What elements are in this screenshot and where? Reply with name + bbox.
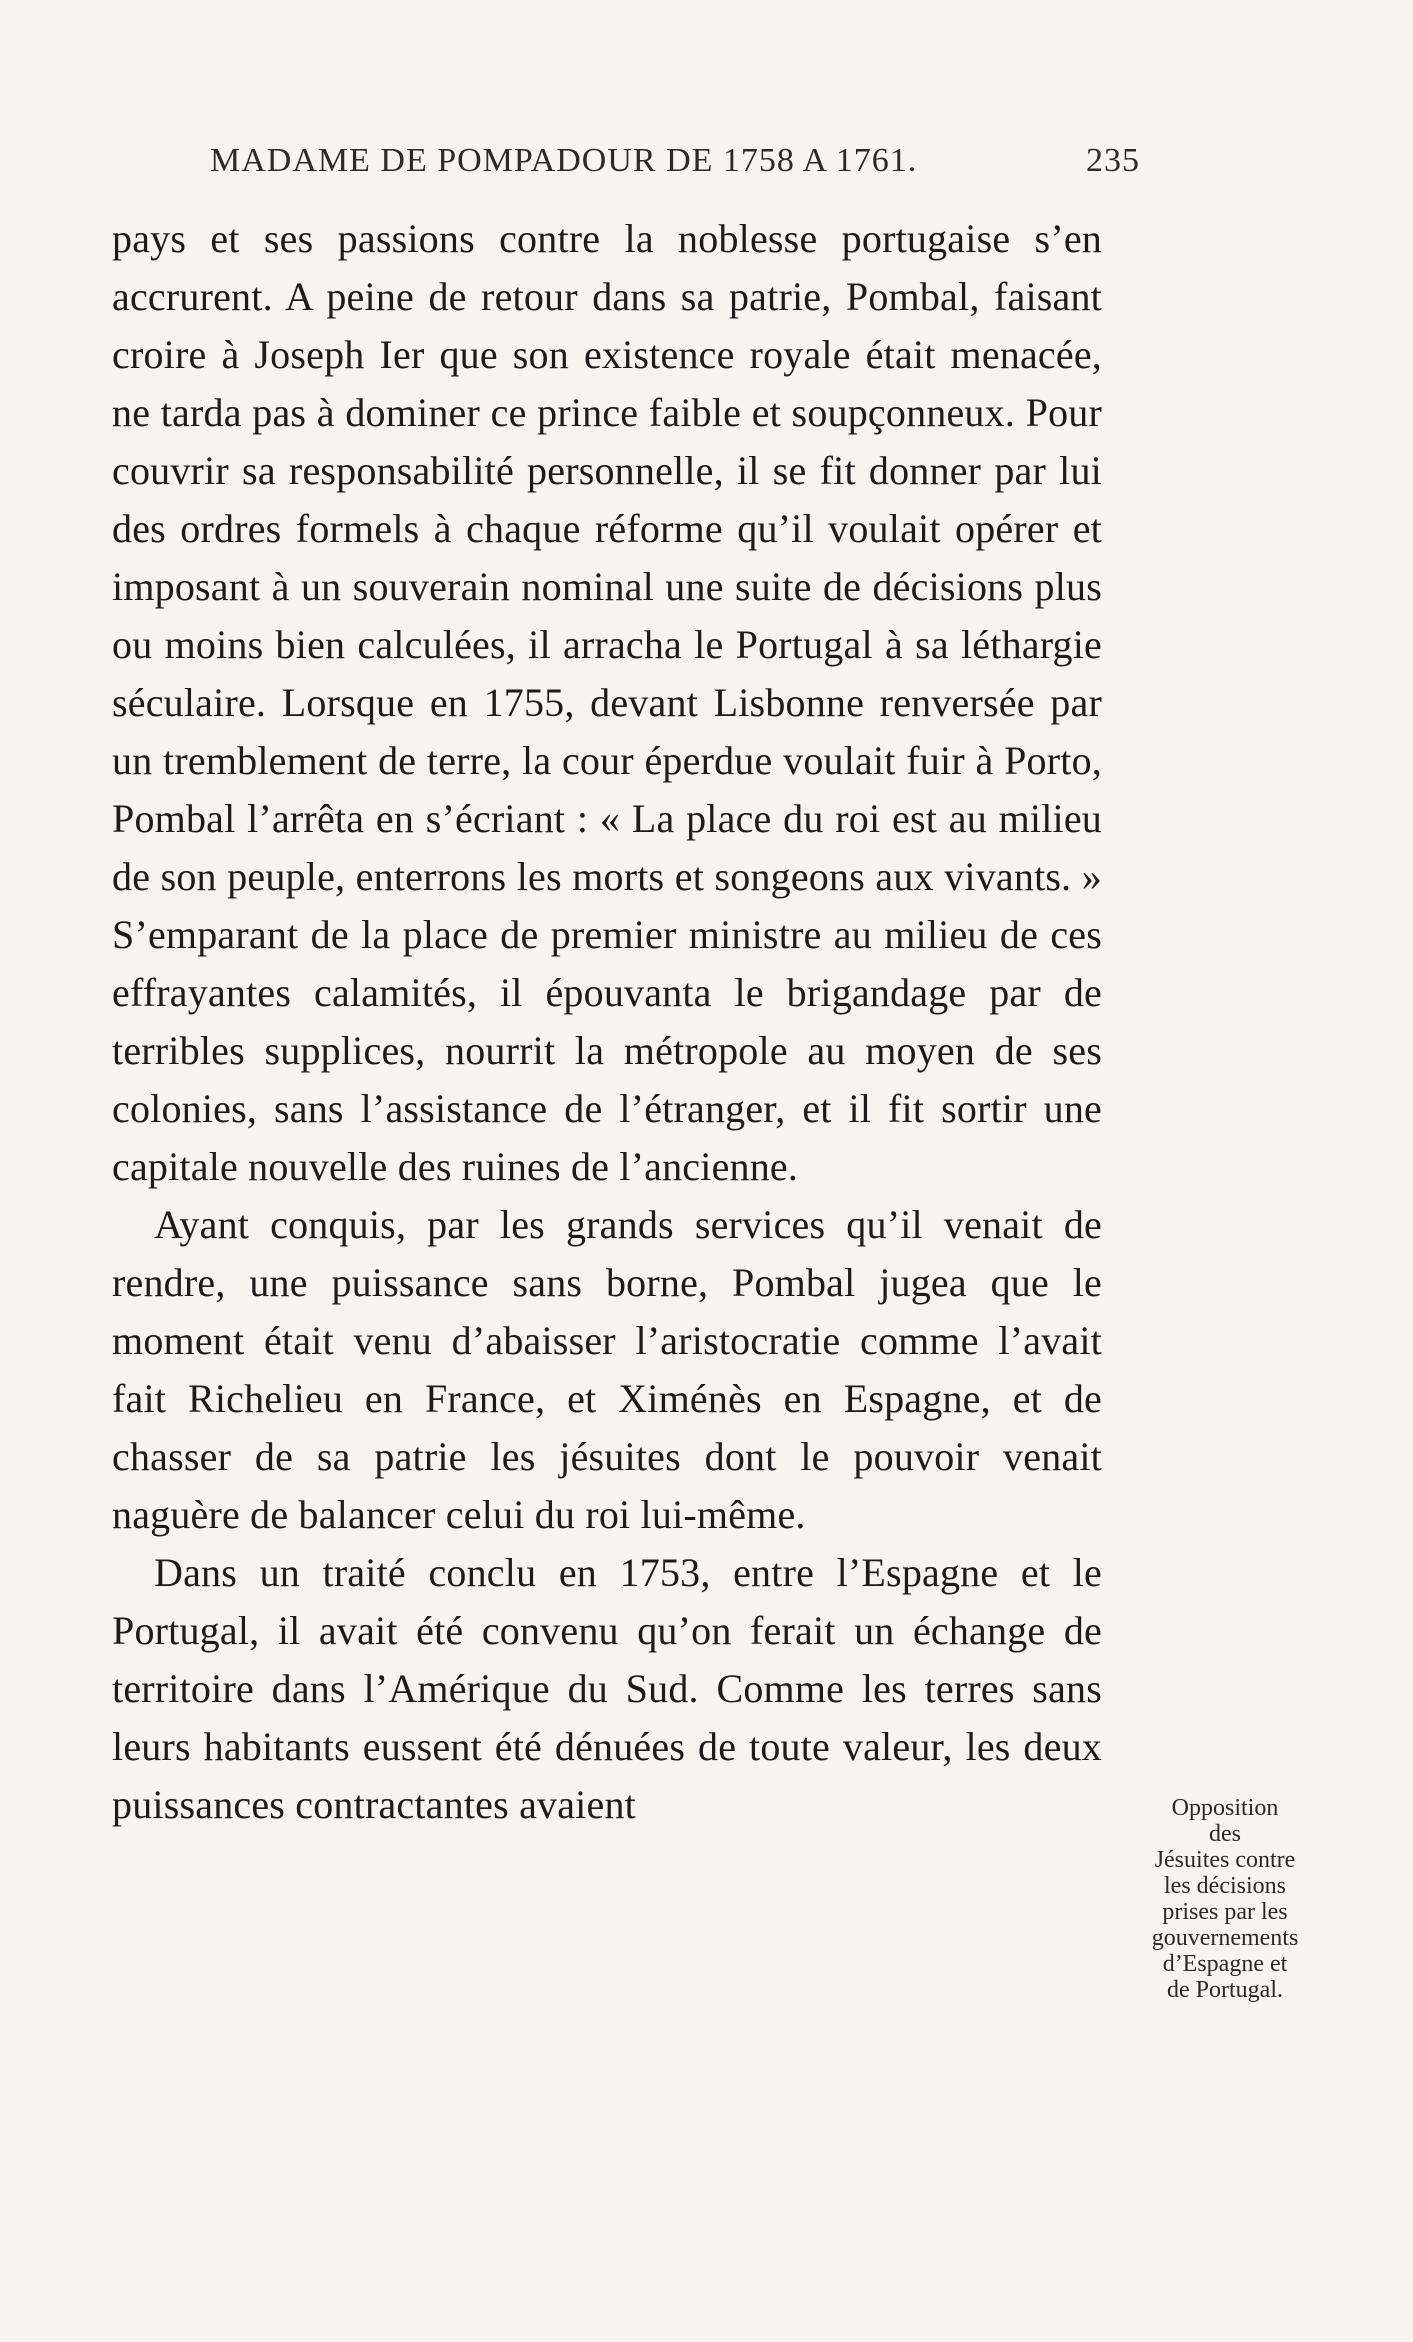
margin-note-line: prises par les [1162, 1899, 1288, 1925]
main-text-block [112, 210, 1102, 1834]
paragraph-3: Dans un traité conclu en 1753, entre l’Espagne et le Portugal, il avait été convenu qu’on ferait un échange de territoire dans l’Amérique du Sud. Comme les terres sans leurs habitants eussent été dénuées de toute valeur, les deux puissances contractantes avaient [112, 1550, 1102, 1827]
margin-note [1110, 1795, 1340, 2003]
running-header [210, 142, 1140, 192]
margin-note-line: les décisions [1164, 1873, 1286, 1899]
margin-note-line: d’Espagne et [1162, 1951, 1288, 1977]
margin-note-line: des [1209, 1821, 1241, 1847]
margin-note-line: gouvernements [1151, 1925, 1299, 1951]
margin-note-line: Opposition [1171, 1795, 1279, 1821]
page-number: 235 [1086, 142, 1140, 179]
margin-note-line: de Portugal. [1167, 1977, 1283, 2003]
margin-note-line: Jésuites contre [1154, 1847, 1296, 1873]
paragraph-2: Ayant conquis, par les grands services qu’il venait de rendre, une puissance sans borne, Pombal jugea que le moment était venu d’abaisser l’aristocratie comme l’avait fait Richelieu en France, et Ximénès en Espagne, et de chasser de sa patrie les jésuites dont le pouvoir venait naguère de balancer celui du roi lui-même. [112, 1202, 1102, 1537]
paragraph-1: pays et ses passions contre la noblesse portugaise s’en accrurent. A peine de retour dans sa patrie, Pombal, faisant croire à Joseph Ier que son existence royale était menacée, ne tarda pas à dominer ce prince faible et soupçonneux. Pour couvrir sa responsabilité personnelle, il se fit donner par lui des ordres formels à chaque réforme qu’il voulait opérer et imposant à un souverain nominal une suite de décisions plus ou moins bien calculées, il arracha le Portugal à sa léthargie séculaire. Lorsque en 1755, devant Lisbonne renversée par un tremblement de terre, la cour éperdue voulait fuir à Porto, Pombal l’arrêta en s’écriant : « La place du roi est au milieu de son peuple, enterrons les morts et songeons aux vivants. » S’emparant de la place de premier ministre au milieu de ces effrayantes calamités, il épouvanta le brigandage par de terribles supplices, nourrit la métropole au moyen de ses colonies, sans l’assistance de l’étranger, et il fit sortir une capitale nouvelle des ruines de l’ancienne. [112, 216, 1102, 1189]
header-title: MADAME DE POMPADOUR DE 1758 A 1761. [210, 142, 918, 179]
